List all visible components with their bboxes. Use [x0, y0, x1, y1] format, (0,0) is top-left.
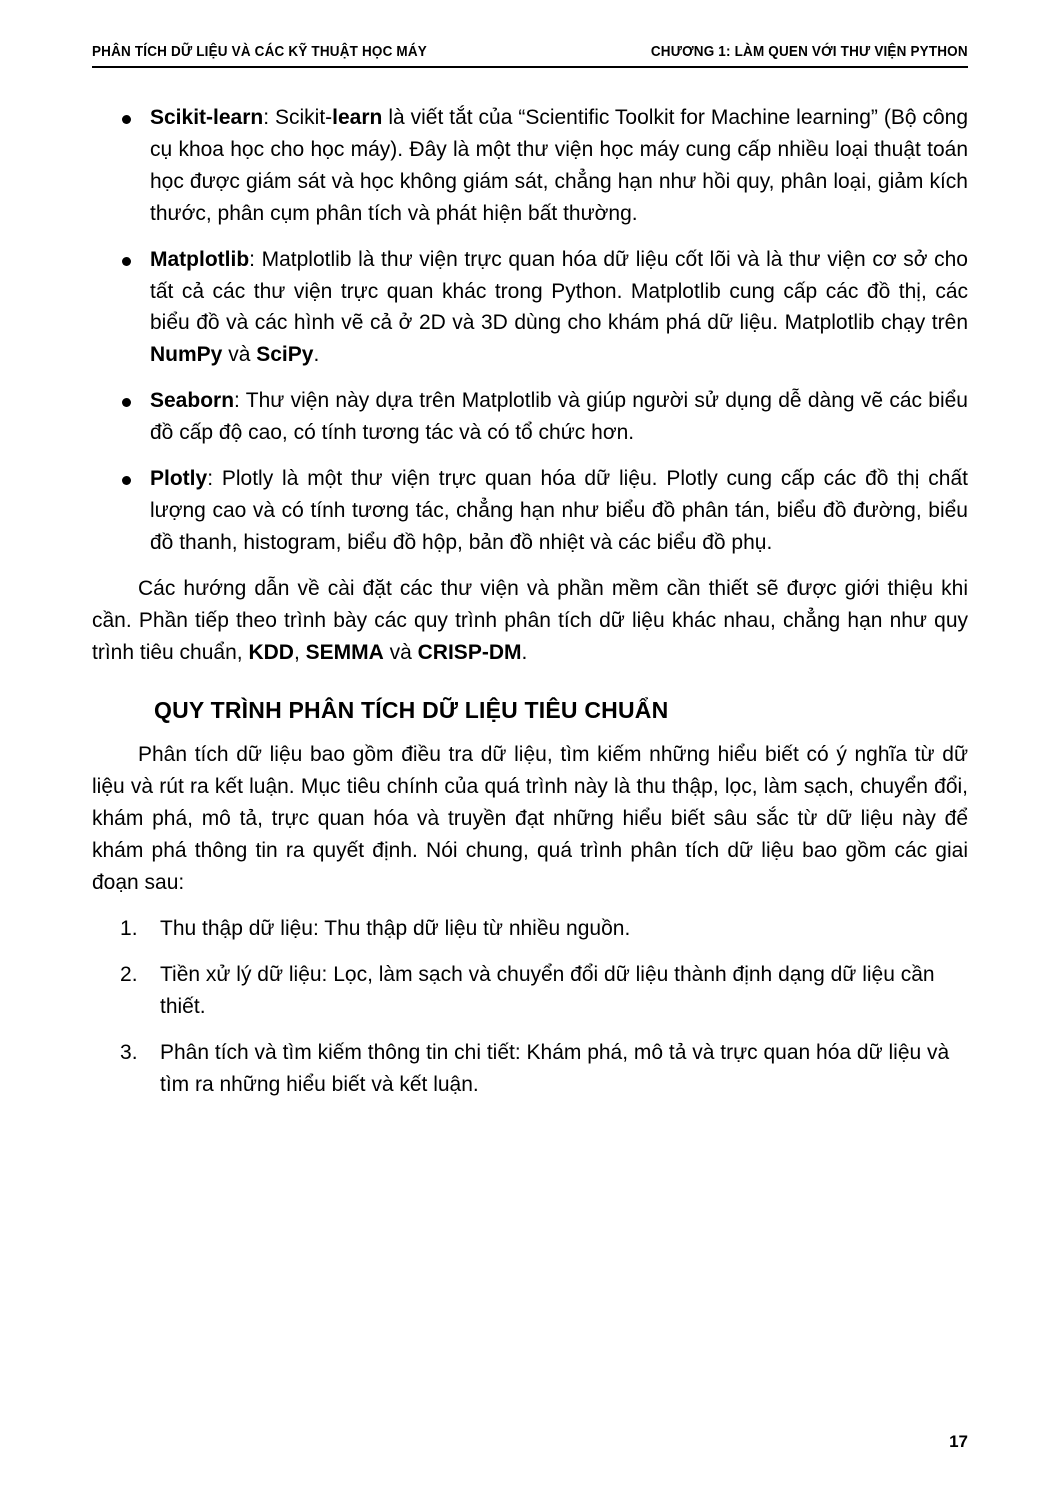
- bullet-term-matplotlib: Matplotlib: [150, 247, 250, 271]
- paragraph-intro-bold-semma: SEMMA: [305, 640, 384, 664]
- running-head: [92, 44, 968, 68]
- bullet-text-scikit-a: : Scikit-: [263, 106, 333, 129]
- bullet-term-seaborn: Seaborn: [150, 389, 235, 413]
- paragraph-intro-text-2: ,: [293, 640, 306, 664]
- list-item: Thu thập dữ liệu: Thu thập dữ liệu từ nhiều nguồn.: [160, 916, 631, 940]
- list-item: Tiền xử lý dữ liệu: Lọc, làm sạch và chuyển đổi dữ liệu thành định dạng dữ liệu cần thiết.: [160, 962, 935, 1018]
- bullet-term-scikit-learn: Scikit-learn: [150, 106, 264, 129]
- stages-ordered-list: [92, 913, 968, 1101]
- bullet-term-numpy: NumPy: [150, 343, 223, 367]
- section-heading: QUY TRÌNH PHÂN TÍCH DỮ LIỆU TIÊU CHUẨN: [154, 696, 669, 723]
- bullet-text-scikit-b: là viết tắt của “Scientific Toolkit for Machine learning” (Bộ công cụ khoa học cho học máy). Đây là một thư viện học máy cung cấp nhiều loại thuật toán học được giám sát và học không giám sát, chẳng hạn như hồi quy, phân loại, giảm kích thước, phân cụm phân tích và phát hiện bất thường.: [150, 106, 968, 225]
- bullet-term-plotly: Plotly: [150, 467, 208, 491]
- bullet-term-inline-learn: learn: [332, 106, 383, 129]
- running-head-right: CHƯƠNG 1: LÀM QUEN VỚI THƯ VIỆN PYTHON: [651, 44, 968, 60]
- paragraph-intro-text-3: và: [383, 640, 418, 664]
- running-head-left: PHÂN TÍCH DỮ LIỆU VÀ CÁC KỸ THUẬT HỌC MÁY: [92, 44, 427, 60]
- bullet-text-seaborn: : Thư viện này dựa trên Matplotlib và giúp người sử dụng dễ dàng vẽ các biểu đồ cấp độ cao, có tính tương tác và có tổ chức hơn.: [150, 389, 968, 445]
- paragraph-intro-text-1: Các hướng dẫn về cài đặt các thư viện và phần mềm cần thiết sẽ được giới thiệu khi cần. Phần tiếp theo trình bày các quy trình phân tích dữ liệu khác nhau, chẳng hạn như quy trình tiêu chuẩn,: [92, 576, 968, 664]
- bullet-text-plotly: : Plotly là một thư viện trực quan hóa dữ liệu. Plotly cung cấp các đồ thị chất lượng cao và có tính tương tác, chẳng hạn như biểu đồ phân tán, biểu đồ đường, biểu đồ thanh, histogram, biểu đồ hộp, bản đồ nhiệt và các biểu đồ phụ.: [150, 467, 968, 554]
- page-number: 17: [949, 1432, 968, 1451]
- bullet-text-matplotlib-a: : Matplotlib là thư viện trực quan hóa dữ liệu cốt lõi và là thư viện cơ sở cho tất cả các thư viện trực quan khác trong Python. Matplotlib cung cấp các đồ thị, các biểu đồ và các hình vẽ cả ở 2D và 3D dùng cho khám phá dữ liệu. Matplotlib chạy trên: [150, 247, 968, 335]
- paragraph-intro: [92, 573, 968, 669]
- bullet-text-matplotlib-c: .: [313, 343, 320, 367]
- bullet-text-matplotlib-b: và: [222, 343, 257, 367]
- paragraph-intro-bold-crispdm: CRISP-DM: [417, 640, 522, 664]
- list-item: [92, 385, 968, 449]
- paragraph-intro-text-4: .: [521, 640, 528, 664]
- list-item: Phân tích và tìm kiếm thông tin chi tiết: Khám phá, mô tả và trực quan hóa dữ liệu và tìm ra những hiểu biết và kết luận.: [160, 1040, 950, 1096]
- list-item: [92, 244, 968, 372]
- list-item: [92, 102, 968, 230]
- library-bullet-list: [92, 102, 968, 559]
- bullet-term-scipy: SciPy: [256, 343, 314, 367]
- list-item: [92, 463, 968, 559]
- section-paragraph: Phân tích dữ liệu bao gồm điều tra dữ liệu, tìm kiếm những hiểu biết có ý nghĩa từ dữ liệu và rút ra kết luận. Mục tiêu chính của quá trình này là thu thập, lọc, làm sạch, chuyển đổi, khám phá, mô tả, trực quan hóa và truyền đạt những hiểu biết sâu sắc từ dữ liệu này để khám phá thông tin ra quyết định. Nói chung, quá trình phân tích dữ liệu bao gồm các giai đoạn sau:: [92, 743, 968, 895]
- paragraph-intro-bold-kdd: KDD: [248, 640, 294, 664]
- page-content: [92, 102, 968, 1101]
